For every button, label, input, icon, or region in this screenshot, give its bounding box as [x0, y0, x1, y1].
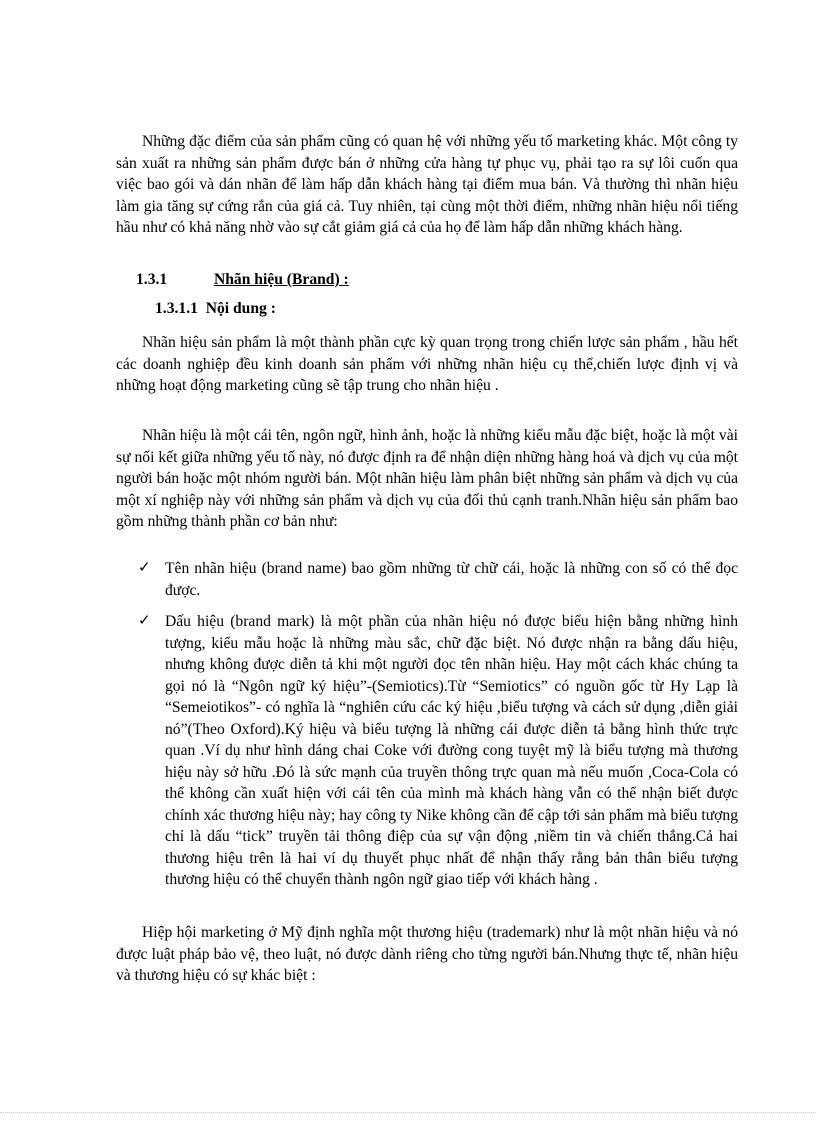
paragraph-brand-definition: Nhãn hiệu là một cái tên, ngôn ngữ, hình ảnh, hoặc là những kiểu mẫu đặc biệt, hoặc là một vài sự nối kết giữa những yếu tố này, nó được định ra để nhận diện những hàng hoá và dịch vụ của một người bán hoặc một nhóm người bán. Một nhãn hiệu làm phân biệt những sản phẩm và dịch vụ của một xí nghiệp này với những sản phẩm và dịch vụ của đối thủ cạnh tranh.Nhãn hiệu sản phẩm bao gồm những thành phần cơ bản như: — [116, 427, 738, 530]
heading-1-3-1-1 — [155, 298, 276, 319]
list-item-text: Dấu hiệu (brand mark) là một phần của nhãn hiệu nó được biểu hiện bằng những hình tượng, kiểu mẫu hoặc là những màu sắc, chữ đặc biệt. Nó được nhận ra bằng dấu hiệu, nhưng không được diễn tả khi một người đọc tên nhãn hiệu. Hay một cách khác chúng ta gọi nó là “Ngôn ngữ ký hiệu”-(Semiotics).Từ “Semiotics” có nguồn gốc từ Hy Lạp là “Semeiotikos”- có nghĩa là “nghiên cứu các ký hiệu ,biểu tượng và cách sử dụng ,diễn giải nó”(Theo Oxford).Ký hiệu và biểu tượng là những cái được diễn tả bằng hình thức trực quan .Ví dụ như hình dáng chai Coke với đường cong tuyệt mỹ là biểu tượng mà thương hiệu này sở hữu .Đó là sức mạnh của truyền thông trực quan mà nếu muốn ,Coca-Cola có thể không cần xuất hiện với cái tên của mình mà khách hàng vẫn có thể nhận biết được chính xác thương hiệu này; hay công ty Nike không cần để cập tới sản phẩm mà biểu tượng chỉ là dấu “tick” truyền tải thông điệp của sự vận động ,niềm tin và chiến thắng.Cả hai thương hiệu trên là hai ví dụ thuyết phục nhất để nhận thấy rằng bản thân biểu tượng thương hiệu có thể chuyển thành ngôn ngữ giao tiếp với khách hàng . — [165, 613, 738, 888]
page-bottom-divider — [0, 1112, 816, 1113]
check-icon: ✓ — [138, 560, 151, 576]
paragraph-trademark-definition: Hiệp hội marketing ở Mỹ định nghĩa một thương hiệu (trademark) như là một nhãn hiệu và nó được luật pháp bảo vệ, theo luật, nó được dành riêng cho từng người bán.Nhưng thực tế, nhãn hiệu và thương hiệu có sự khác biệt : — [116, 924, 738, 984]
heading-title: Nhãn hiệu (Brand) : — [214, 271, 349, 288]
check-icon: ✓ — [138, 613, 151, 629]
list-item-text: Tên nhãn hiệu (brand name) bao gồm những từ chữ cái, hoặc là những con số có thể đọc được. — [165, 560, 738, 599]
heading-title: Nội dung : — [205, 300, 276, 317]
heading-number: 1.3.1 — [136, 271, 168, 288]
paragraph-product-characteristics: Những đặc điểm của sản phẩm cũng có quan hệ với những yếu tố marketing khác. Một công ty sản xuất ra những sản phẩm được bán ở những cửa hàng tự phục vụ, phải tạo ra sự lôi cuốn qua việc bao gói và dán nhãn để làm hấp dẫn khách hàng tại điểm mua bán. Và thường thì nhãn hiệu làm gia tăng sự cứng rắn của giá cả. Tuy nhiên, tại cùng một thời điểm, những nhãn hiệu nổi tiếng hầu như có khả năng nhờ vào sự cắt giảm giá cả của họ để làm hấp dẫn những khách hàng. — [116, 133, 738, 236]
heading-number: 1.3.1.1 — [155, 300, 198, 317]
paragraph-brand-importance: Nhãn hiệu sản phẩm là một thành phần cực kỳ quan trọng trong chiến lược sản phẩm , hầu hết các doanh nghiệp đều kinh doanh sản phẩm với những nhãn hiệu cụ thể,chiến lược định vị và những hoạt động marketing cũng sẽ tập trung cho nhãn hiệu . — [116, 334, 738, 394]
heading-1-3-1 — [136, 269, 349, 290]
